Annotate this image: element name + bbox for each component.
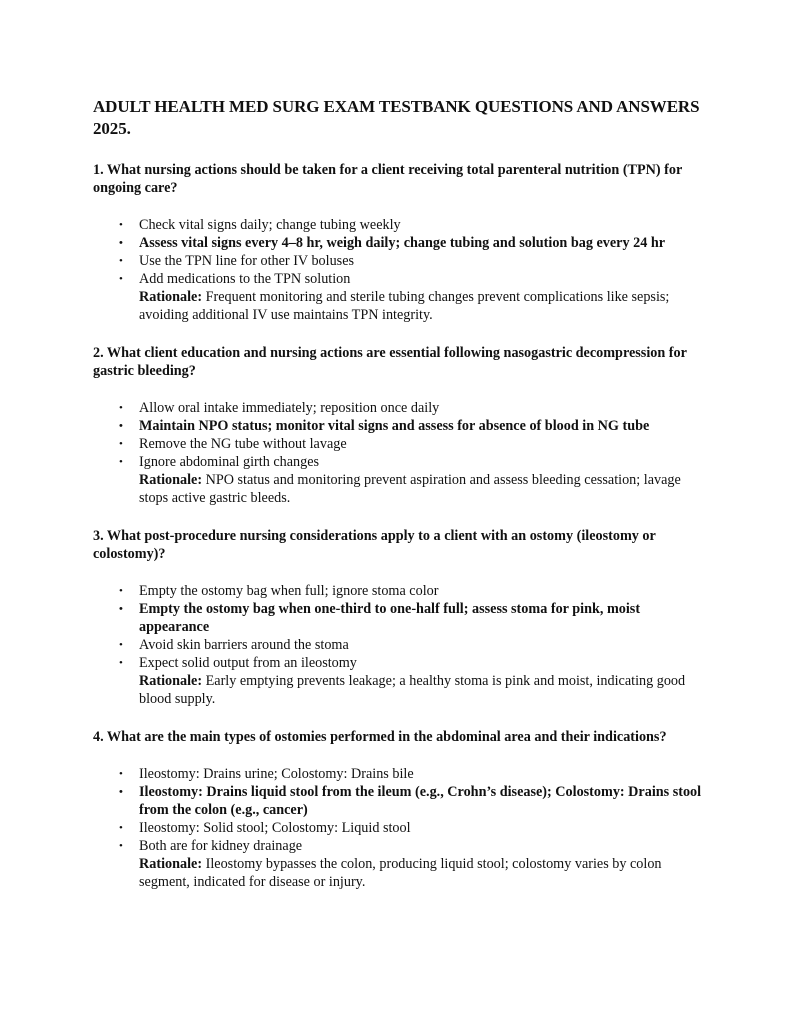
question-block (93, 161, 713, 324)
rationale-text: Early emptying prevents leakage; a healthy stoma is pink and moist, indicating good blood supply. (139, 673, 686, 707)
question-text: 3. What post-procedure nursing considerations apply to a client with an ostomy (ileostomy or colostomy)? (93, 528, 656, 562)
rationale (93, 672, 713, 708)
option-list (93, 765, 713, 855)
bullet-icon: • (119, 603, 123, 615)
bullet-icon: • (119, 657, 123, 669)
rationale (93, 471, 713, 507)
option-list (93, 582, 713, 672)
bullet-icon: • (119, 768, 123, 780)
bullet-icon: • (119, 786, 123, 798)
answer-option (119, 252, 713, 270)
answer-option (119, 216, 713, 234)
document-title: ADULT HEALTH MED SURG EXAM TESTBANK QUESTIONS AND ANSWERS 2025. (93, 97, 700, 138)
answer-option (119, 582, 713, 600)
option-text: Ileostomy: Solid stool; Colostomy: Liquid stool (139, 820, 411, 836)
answer-option (119, 453, 713, 471)
option-text: Ignore abdominal girth changes (139, 454, 320, 470)
option-text: Ileostomy: Drains liquid stool from the ileum (e.g., Crohn’s disease); Colostomy: Drains stool from the colon (e.g., cancer) (139, 784, 702, 818)
question-text: 4. What are the main types of ostomies performed in the abdominal area and their indications? (93, 729, 667, 745)
answer-option (119, 435, 713, 453)
bullet-icon: • (119, 456, 123, 468)
answer-option (119, 270, 713, 288)
bullet-icon: • (119, 255, 123, 267)
option-list (93, 216, 713, 288)
answer-option (119, 837, 713, 855)
bullet-icon: • (119, 822, 123, 834)
question-block (93, 344, 713, 507)
bullet-icon: • (119, 840, 123, 852)
bullet-icon: • (119, 273, 123, 285)
option-text: Add medications to the TPN solution (139, 271, 351, 287)
option-text: Empty the ostomy bag when full; ignore stoma color (139, 583, 439, 599)
rationale-label: Rationale: (139, 673, 203, 689)
question-block (93, 527, 713, 708)
question-block (93, 728, 713, 891)
option-text: Check vital signs daily; change tubing weekly (139, 217, 401, 233)
option-text: Use the TPN line for other IV boluses (139, 253, 355, 269)
option-text: Assess vital signs every 4–8 hr, weigh daily; change tubing and solution bag every 24 hr (139, 235, 666, 251)
bullet-icon: • (119, 237, 123, 249)
option-text: Remove the NG tube without lavage (139, 436, 347, 452)
rationale-label: Rationale: (139, 289, 203, 305)
bullet-icon: • (119, 438, 123, 450)
rationale-label: Rationale: (139, 856, 203, 872)
answer-option (119, 399, 713, 417)
correct-answer-option (119, 783, 713, 819)
bullet-icon: • (119, 402, 123, 414)
rationale (93, 855, 713, 891)
question-text: 1. What nursing actions should be taken for a client receiving total parenteral nutrition (TPN) for ongoing care? (93, 162, 683, 196)
question-text: 2. What client education and nursing actions are essential following nasogastric decompression for gastric bleeding? (93, 345, 687, 379)
option-text: Both are for kidney drainage (139, 838, 303, 854)
option-text: Avoid skin barriers around the stoma (139, 637, 349, 653)
correct-answer-option (119, 417, 713, 435)
answer-option (119, 819, 713, 837)
option-text: Allow oral intake immediately; reposition once daily (139, 400, 440, 416)
option-text: Expect solid output from an ileostomy (139, 655, 357, 671)
correct-answer-option (119, 600, 713, 636)
bullet-icon: • (119, 420, 123, 432)
rationale (93, 288, 713, 324)
answer-option (119, 636, 713, 654)
bullet-icon: • (119, 219, 123, 231)
bullet-icon: • (119, 585, 123, 597)
bullet-icon: • (119, 639, 123, 651)
option-text: Maintain NPO status; monitor vital signs and assess for absence of blood in NG tube (139, 418, 650, 434)
option-text: Empty the ostomy bag when one-third to one-half full; assess stoma for pink, moist appearance (139, 601, 641, 635)
rationale-text: Frequent monitoring and sterile tubing changes prevent complications like sepsis; avoiding additional IV use maintains TPN integrity. (139, 289, 670, 323)
rationale-text: Ileostomy bypasses the colon, producing liquid stool; colostomy varies by colon segment, indicated for disease or injury. (139, 856, 662, 890)
answer-option (119, 765, 713, 783)
rationale-label: Rationale: (139, 472, 203, 488)
page-content (93, 96, 713, 911)
option-text: Ileostomy: Drains urine; Colostomy: Drains bile (139, 766, 414, 782)
option-list (93, 399, 713, 471)
answer-option (119, 654, 713, 672)
rationale-text: NPO status and monitoring prevent aspiration and assess bleeding cessation; lavage stops active gastric bleeds. (139, 472, 681, 506)
correct-answer-option (119, 234, 713, 252)
